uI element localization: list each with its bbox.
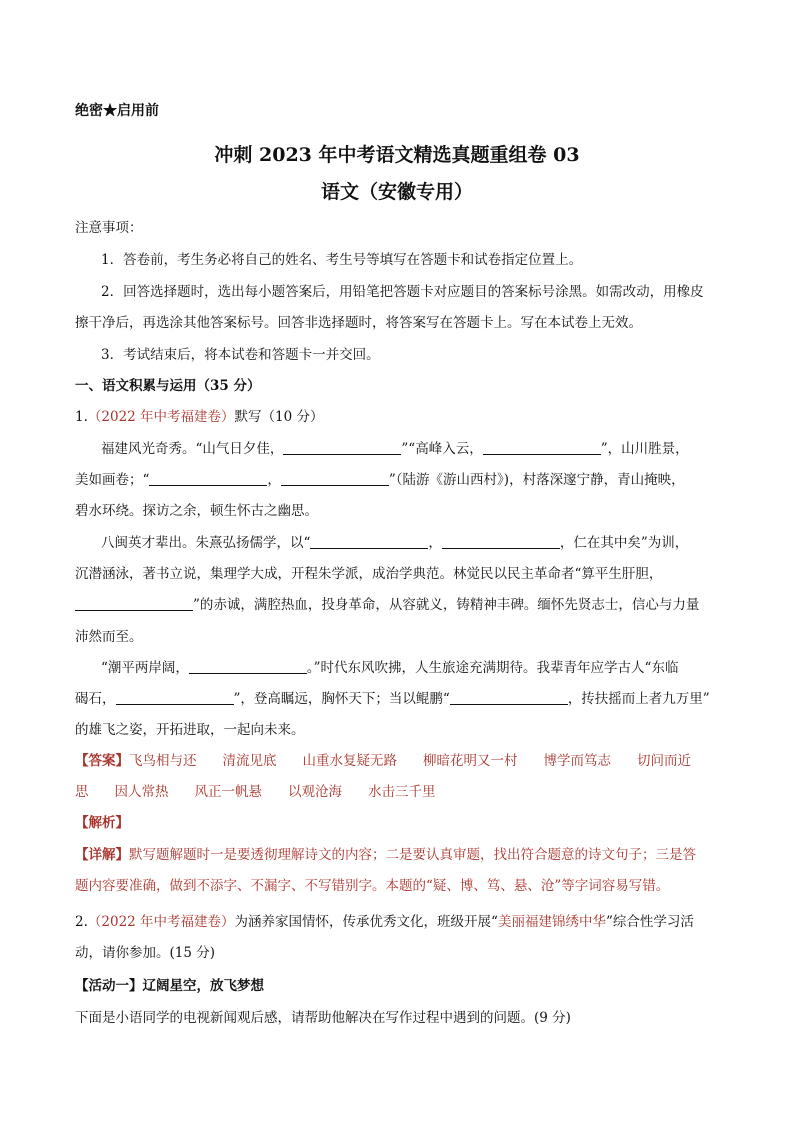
q1-paragraph-2-line-2: 沉潜涵泳，著书立说，集理学大成，开程朱学派，成治学典范。林觉民以民主革命者“算平生肝胆， <box>75 566 663 582</box>
answer-blank <box>310 534 428 549</box>
answer-blank <box>450 690 568 705</box>
answer-blank <box>442 534 560 549</box>
q1-paragraph-2-line-3: ”的赤诚，满腔热血，投身革命，从容就义，铸精神丰碑。缅怀先贤志士，信心与力量 <box>75 595 725 615</box>
answer-item: 以观沧海 <box>288 784 342 800</box>
detail-line-2: 题内容要准确，做到不添字、不漏字、不写错别字。本题的“疑、博、笃、悬、沧”等字词容易写错。 <box>75 878 670 894</box>
notice-item-2a: 2．回答选择题时，选出每小题答案后，用铅笔把答题卡对应题目的答案标号涂黑。如需改动，用橡皮 <box>101 284 704 300</box>
detail-line-1: 【详解】默写题解题时一是要透彻理解诗文的内容；二是要认真审题，找出符合题意的诗文句子；三是答 <box>75 847 696 863</box>
q1-paragraph-1-line-3: 碧水环绕。探访之余，顿生怀古之幽思。 <box>75 503 318 519</box>
answer-item: 水击三千里 <box>368 784 436 800</box>
answer-blank <box>116 690 234 705</box>
q1-paragraph-3-line-3: 的雄飞之姿，开拓进取，一起向未来。 <box>75 722 305 738</box>
answer-item: 山重水复疑无路 <box>302 753 397 769</box>
q1-paragraph-2-line-1: 八闽英才辈出。朱熹弘扬儒学，以“ ， ，仁在其中矣”为训， <box>101 535 689 551</box>
q1-paragraph-3-line-1: “潮平两岸阔， 。”时代东风吹拂，人生旅途充满期待。我辈青年应学古人“东临 <box>101 660 679 676</box>
activity-1-heading: 【活动一】辽阔星空，放飞梦想 <box>75 978 264 994</box>
answer-item: 因人常热 <box>114 784 169 800</box>
detail-label: 【详解】 <box>75 847 129 863</box>
answer-blank <box>483 440 601 455</box>
answer-blank <box>189 659 307 674</box>
question-source: （2022 年中考福建卷） <box>87 409 235 425</box>
notice-heading: 注意事项： <box>75 220 143 236</box>
answer-item: 博学而笃志 <box>543 753 611 769</box>
answer-item: 风正一帆悬 <box>194 784 262 800</box>
answer-blank <box>281 471 389 486</box>
q1-paragraph-3-line-2: 碣石， ”，登高瞩远，胸怀天下；当以鲲鹏“ ，抟扶摇而上者九万里” <box>75 691 710 707</box>
q1-paragraph-1-line-2: 美如画卷；“ ， ”（陆游《游山西村》)，村落深邃宁静，青山掩映， <box>75 472 685 488</box>
answer-blank <box>75 596 193 611</box>
answer-line-2 <box>75 782 725 802</box>
answer-blank <box>149 471 267 486</box>
question-1-header <box>75 407 725 427</box>
notice-item-3: 3．考试结束后，将本试卷和答题卡一并交回。 <box>101 347 380 363</box>
page-subtitle: 语文（安徽专用） <box>320 181 473 203</box>
question-2-line-2: 动，请你参加。(15 分) <box>75 945 216 961</box>
answer-item: 柳暗花明又一村 <box>423 753 518 769</box>
secret-label: 绝密★启用前 <box>75 103 159 119</box>
section-heading: 一、语文积累与运用（35 分） <box>75 378 261 394</box>
answer-item: 思 <box>75 784 89 800</box>
question-2-line-1: 2.（2022 年中考福建卷）为涵养家国情怀，传承优秀文化，班级开展“美丽福建锦绣中华”综合性学习活 <box>75 914 694 930</box>
answer-item: 切问而近 <box>637 753 691 769</box>
activity-1-intro: 下面是小语同学的电视新闻观后感，请帮助他解决在写作过程中遇到的问题。(9 分) <box>75 1010 571 1026</box>
question-title: 默写（10 分） <box>234 409 324 425</box>
q1-paragraph-1-line-1: 福建风光奇秀。“山气日夕佳， ”“高峰入云， ”，山川胜景， <box>101 441 689 457</box>
question-number: 2. <box>75 914 88 930</box>
question-number: 1. <box>75 409 88 425</box>
notice-item-2b: 擦干净后，再选涂其他答案标号。回答非选择题时，将答案写在答题卡上。写在本试卷上无效。 <box>75 315 642 331</box>
answer-label: 【答案】 <box>75 753 129 769</box>
activity-theme: 美丽福建锦绣中华 <box>497 914 606 930</box>
page-title: 冲刺 2023 年中考语文精选真题重组卷 03 <box>214 144 580 166</box>
answer-line-1 <box>75 751 725 771</box>
analysis-label: 【解析】 <box>75 815 129 831</box>
question-source: （2022 年中考福建卷） <box>87 914 235 930</box>
answer-blank <box>283 440 401 455</box>
answer-item: 飞鸟相与还 <box>129 753 197 769</box>
q1-paragraph-2-line-4: 沛然而至。 <box>75 629 143 645</box>
answer-item: 清流见底 <box>222 753 277 769</box>
notice-item-1: 1．答卷前，考生务必将自己的姓名、考生号等填写在答题卡和试卷指定位置上。 <box>101 252 583 268</box>
